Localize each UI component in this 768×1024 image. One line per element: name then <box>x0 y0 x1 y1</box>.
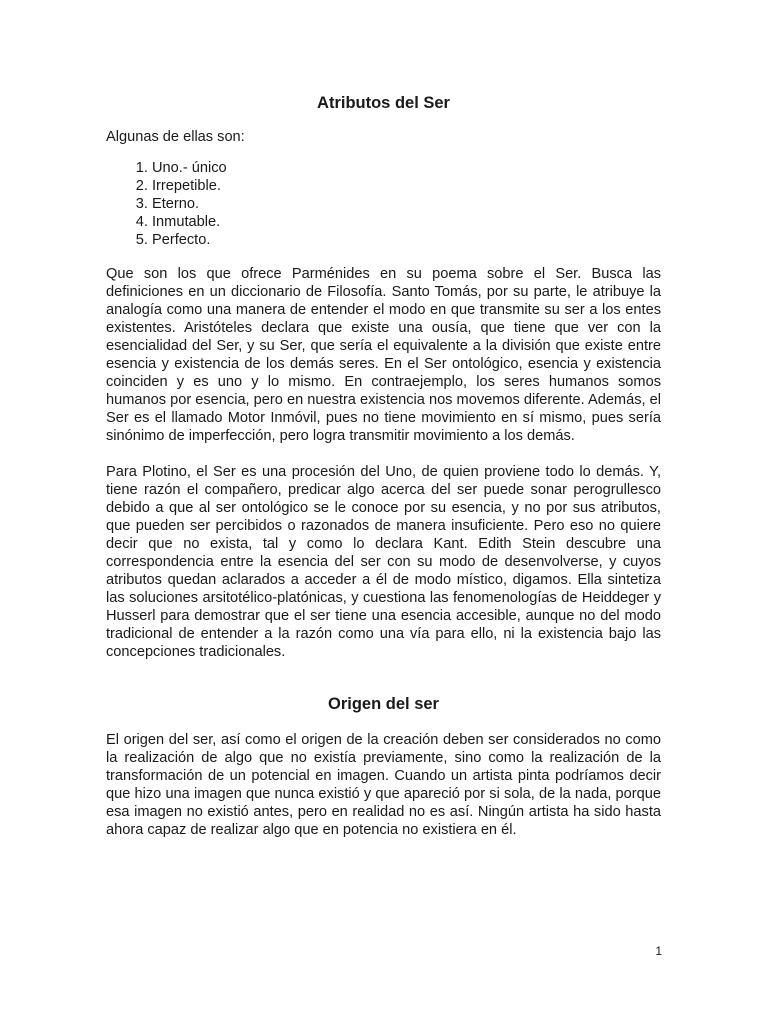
list-item: 4. Inmutable. <box>152 213 661 231</box>
section-title-origen: Origen del ser <box>328 695 439 713</box>
page-content <box>106 92 661 857</box>
list-item: 3. Eterno. <box>152 195 661 213</box>
paragraph-parmenides: Que son los que ofrece Parménides en su poema sobre el Ser. Busca las definiciones en un diccionario de Filosofía. Santo Tomás, por su parte, le atribuye la analogía como una manera de entender el modo en que transmite su ser a los entes existentes. Aristóteles declara que existe una ousía, que tiene que ver con la esencialidad del Ser, y su Ser, que sería el equivalente a la división que existe entre esencia y existencia de los demás seres. En el Ser ontológico, esencia y existencia coinciden y es uno y lo mismo. En contraejemplo, los seres humanos somos humanos por esencia, pero en nuestra existencia nos movemos diferente. Además, el Ser es el llamado Motor Inmóvil, pues no tiene movimiento en sí mismo, pues sería sinónimo de imperfección, pero logra transmitir movimiento a los demás. <box>106 266 661 444</box>
paragraph-origen: El origen del ser, así como el origen de la creación deben ser considerados no como la realización de algo que no existía previamente, sino como la realización de la transformación de un potencial en imagen. Cuando un artista pinta podríamos decir que hizo una imagen que nunca existió y que apareció por si sola, de la nada, porque esa imagen no existió antes, pero en realidad no es así. Ningún artista ha sido hasta ahora capaz de realizar algo que en potencia no existiera en él. <box>106 732 661 838</box>
list-item: 2. Irrepetible. <box>152 177 661 195</box>
attributes-list <box>106 159 661 249</box>
page-number: 1 <box>655 944 662 958</box>
list-item: 1. Uno.- único <box>152 159 661 177</box>
list-item: 5. Perfecto. <box>152 231 661 249</box>
section-title-atributos: Atributos del Ser <box>317 94 450 112</box>
paragraph-plotino: Para Plotino, el Ser es una procesión del Uno, de quien proviene todo lo demás. Y, tiene razón el compañero, predicar algo acerca del ser puede sonar perogrullesco debido a que al ser ontológico se le conoce por su esencia, y no por sus atributos, que pueden ser percibidos o razonados de manera insuficiente. Pero eso no quiere decir que no exista, tal y como lo declara Kant. Edith Stein descubre una correspondencia entre la esencia del ser con su modo de desenvolverse, y cuyos atributos quedan aclarados a acceder a él de modo místico, digamos. Ella sintetiza las soluciones arsitotélico-platónicas, y cuestiona las fenomenologías de Heiddeger y Husserl para demostrar que el ser tiene una esencia accesible, aunque no del modo tradicional de entender a la razón como una vía para ello, ni la existencia bajo las concepciones tradicionales. <box>106 464 661 660</box>
intro-text: Algunas de ellas son: <box>106 129 245 145</box>
